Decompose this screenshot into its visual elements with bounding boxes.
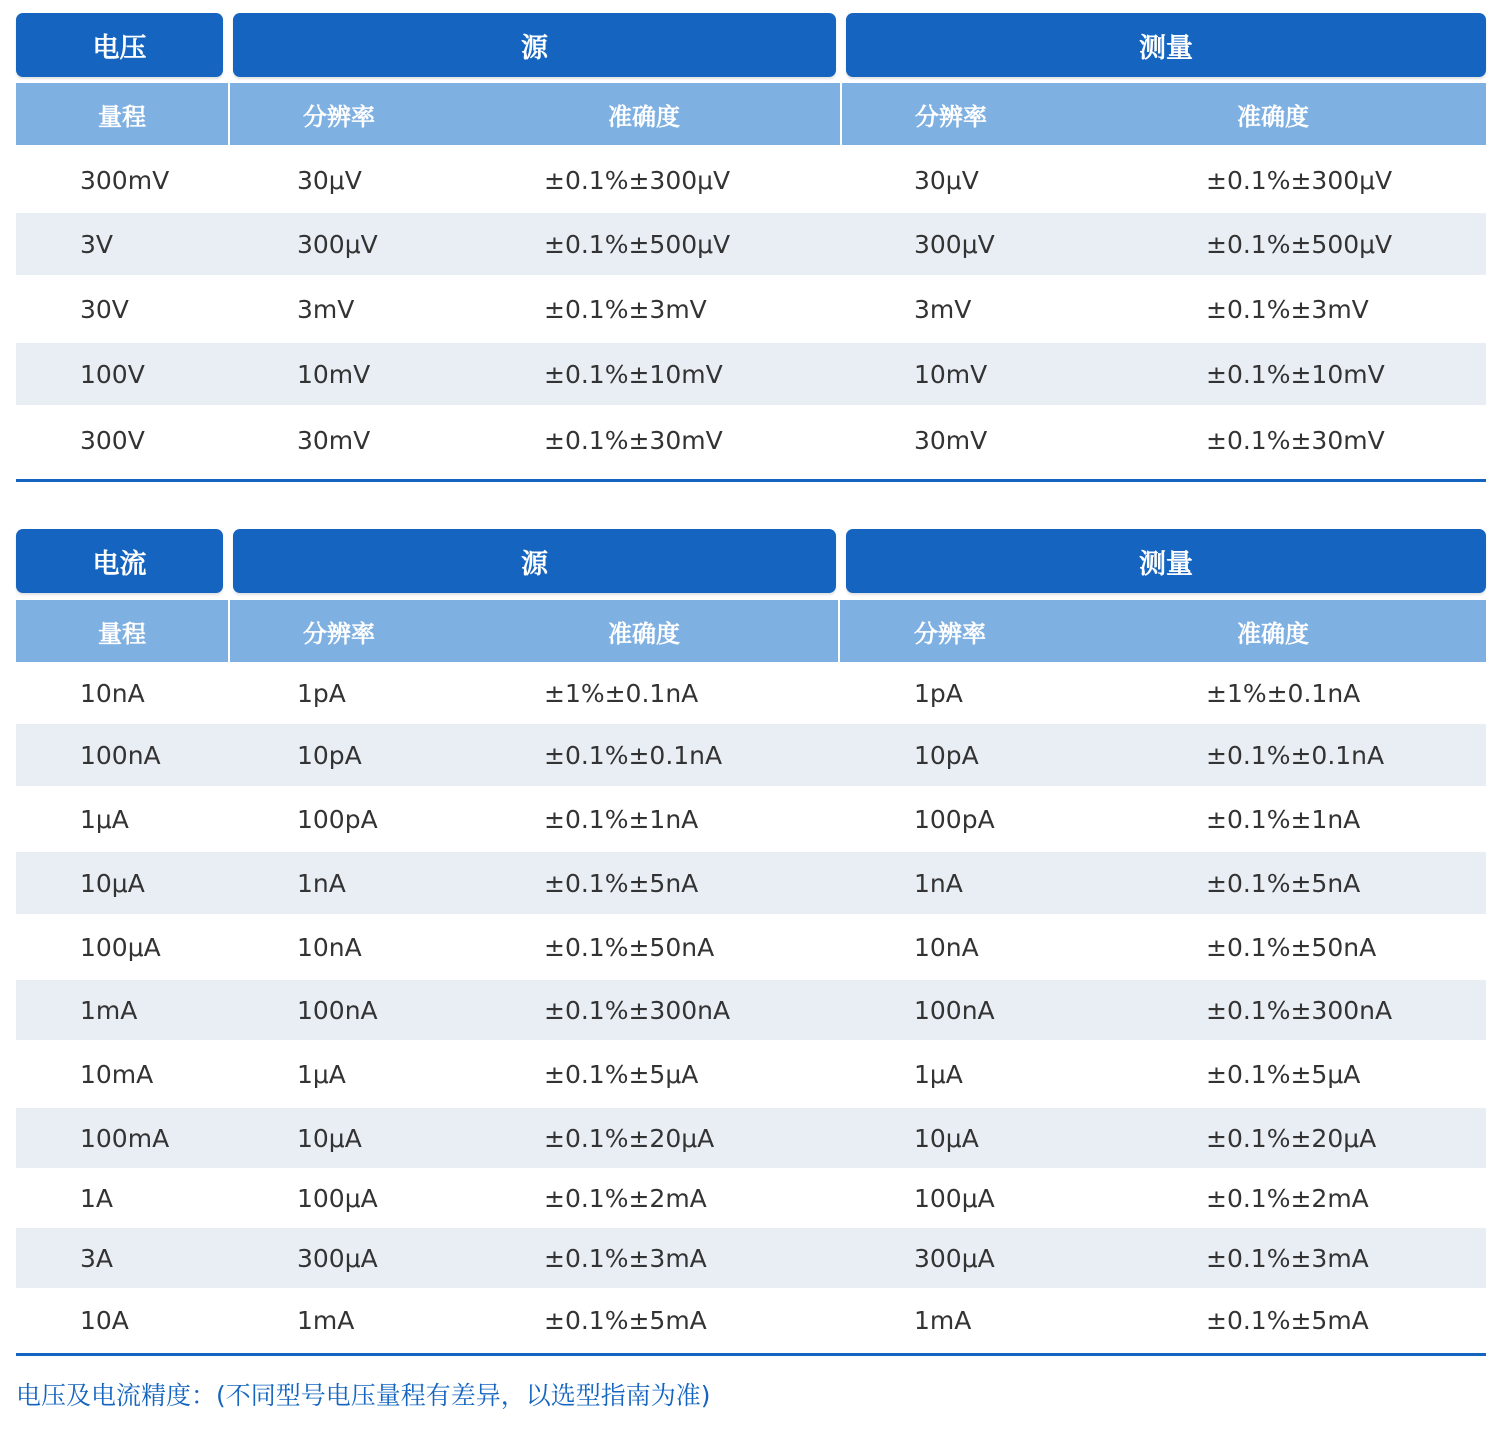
- cell-source-accuracy: ±0.1%±300nA: [544, 995, 731, 1025]
- table-row: [16, 147, 1486, 213]
- cell-source-accuracy: ±0.1%±500μV: [544, 229, 731, 259]
- table-row: [16, 1288, 1486, 1352]
- cell-measure-resolution: 30mV: [914, 425, 988, 455]
- cell-measure-resolution: 1μA: [914, 1059, 963, 1089]
- table-row: [16, 213, 1486, 275]
- current-col-range: 量程: [98, 619, 146, 648]
- cell-measure-accuracy: ±0.1%±1nA: [1206, 804, 1361, 834]
- current-title-header: 电流: [16, 529, 223, 593]
- cell-measure-accuracy: ±0.1%±300nA: [1206, 995, 1393, 1025]
- table-row: [16, 275, 1486, 343]
- voltage-col-source-accuracy: 准确度: [608, 102, 680, 131]
- cell-measure-resolution: 10mV: [914, 359, 988, 389]
- cell-range: 1mA: [80, 995, 138, 1025]
- cell-measure-resolution: 3mV: [914, 294, 972, 324]
- cell-range: 300V: [80, 425, 145, 455]
- voltage-measure-header: 测量: [846, 13, 1486, 77]
- cell-source-resolution: 300μV: [297, 229, 378, 259]
- voltage-col-range: 量程: [98, 102, 146, 131]
- cell-measure-resolution: 10μA: [914, 1123, 979, 1153]
- cell-source-resolution: 1μA: [297, 1059, 346, 1089]
- cell-source-resolution: 3mV: [297, 294, 355, 324]
- cell-source-resolution: 1nA: [297, 868, 346, 898]
- cell-source-resolution: 100nA: [297, 995, 378, 1025]
- table-row: [16, 662, 1486, 724]
- table-row: [16, 914, 1486, 980]
- cell-measure-accuracy: ±0.1%±20μA: [1206, 1123, 1377, 1153]
- cell-source-accuracy: ±0.1%±3mA: [544, 1243, 707, 1273]
- cell-range: 1μA: [80, 804, 129, 834]
- current-col-source-resolution: 分辨率: [303, 619, 375, 648]
- table-row: [16, 1228, 1486, 1288]
- cell-measure-accuracy: ±0.1%±2mA: [1206, 1183, 1369, 1213]
- voltage-col-measure-accuracy: 准确度: [1237, 102, 1309, 131]
- cell-measure-accuracy: ±0.1%±500μV: [1206, 229, 1393, 259]
- cell-measure-accuracy: ±0.1%±0.1nA: [1206, 740, 1385, 770]
- cell-source-resolution: 30μV: [297, 165, 362, 195]
- cell-measure-resolution: 1pA: [914, 678, 963, 708]
- cell-source-resolution: 10nA: [297, 932, 362, 962]
- cell-source-accuracy: ±0.1%±20μA: [544, 1123, 715, 1153]
- cell-source-accuracy: ±0.1%±2mA: [544, 1183, 707, 1213]
- cell-range: 10μA: [80, 868, 145, 898]
- cell-measure-accuracy: ±0.1%±50nA: [1206, 932, 1377, 962]
- cell-source-accuracy: ±0.1%±5nA: [544, 868, 699, 898]
- cell-source-resolution: 100μA: [297, 1183, 378, 1213]
- cell-range: 10mA: [80, 1059, 154, 1089]
- accuracy-footnote: 电压及电流精度：(不同型号电压量程有差异，以选型指南为准): [16, 1381, 711, 1410]
- cell-source-accuracy: ±0.1%±0.1nA: [544, 740, 723, 770]
- cell-measure-accuracy: ±0.1%±300μV: [1206, 165, 1393, 195]
- cell-source-resolution: 10μA: [297, 1123, 362, 1153]
- cell-source-accuracy: ±0.1%±300μV: [544, 165, 731, 195]
- cell-measure-accuracy: ±0.1%±5mA: [1206, 1305, 1369, 1335]
- table-row: [16, 1168, 1486, 1228]
- current-measure-header: 测量: [846, 529, 1486, 593]
- current-table-bottom-rule: [16, 1353, 1486, 1356]
- table-row: [16, 1108, 1486, 1168]
- cell-measure-accuracy: ±0.1%±10mV: [1206, 359, 1385, 389]
- cell-source-accuracy: ±0.1%±10mV: [544, 359, 723, 389]
- table-row: [16, 343, 1486, 405]
- cell-range: 3V: [80, 229, 114, 259]
- cell-source-resolution: 1mA: [297, 1305, 355, 1335]
- current-col-measure-resolution: 分辨率: [914, 619, 986, 648]
- cell-measure-resolution: 10pA: [914, 740, 979, 770]
- voltage-col-source-resolution: 分辨率: [303, 102, 375, 131]
- table-row: [16, 724, 1486, 786]
- voltage-column-header-row: [16, 83, 1486, 145]
- cell-range: 100V: [80, 359, 145, 389]
- cell-source-resolution: 10pA: [297, 740, 362, 770]
- cell-measure-resolution: 1mA: [914, 1305, 972, 1335]
- cell-measure-accuracy: ±0.1%±5nA: [1206, 868, 1361, 898]
- cell-source-resolution: 30mV: [297, 425, 371, 455]
- voltage-table-bottom-rule: [16, 479, 1486, 482]
- cell-range: 100mA: [80, 1123, 170, 1153]
- cell-measure-resolution: 100pA: [914, 804, 995, 834]
- voltage-title-header: 电压: [16, 13, 223, 77]
- cell-range: 3A: [80, 1243, 114, 1273]
- cell-range: 1A: [80, 1183, 114, 1213]
- cell-source-resolution: 300μA: [297, 1243, 378, 1273]
- voltage-source-header: 源: [233, 13, 836, 77]
- voltage-col-measure-resolution: 分辨率: [915, 102, 987, 131]
- current-col-measure-accuracy: 准确度: [1237, 619, 1309, 648]
- cell-measure-resolution: 100nA: [914, 995, 995, 1025]
- table-row: [16, 1040, 1486, 1108]
- cell-range: 10A: [80, 1305, 129, 1335]
- cell-source-resolution: 100pA: [297, 804, 378, 834]
- table-row: [16, 980, 1486, 1040]
- cell-source-accuracy: ±0.1%±30mV: [544, 425, 723, 455]
- cell-measure-resolution: 100μA: [914, 1183, 995, 1213]
- cell-source-accuracy: ±0.1%±1nA: [544, 804, 699, 834]
- cell-measure-resolution: 10nA: [914, 932, 979, 962]
- cell-measure-resolution: 1nA: [914, 868, 963, 898]
- cell-range: 30V: [80, 294, 129, 324]
- cell-source-accuracy: ±0.1%±5μA: [544, 1059, 699, 1089]
- cell-source-accuracy: ±0.1%±5mA: [544, 1305, 707, 1335]
- cell-source-resolution: 1pA: [297, 678, 346, 708]
- cell-range: 100μA: [80, 932, 161, 962]
- table-row: [16, 786, 1486, 852]
- current-source-header: 源: [233, 529, 836, 593]
- cell-source-accuracy: ±1%±0.1nA: [544, 678, 699, 708]
- cell-measure-resolution: 300μA: [914, 1243, 995, 1273]
- table-row: [16, 852, 1486, 914]
- cell-measure-accuracy: ±1%±0.1nA: [1206, 678, 1361, 708]
- cell-range: 300mV: [80, 165, 170, 195]
- cell-source-resolution: 10mV: [297, 359, 371, 389]
- cell-range: 10nA: [80, 678, 145, 708]
- cell-range: 100nA: [80, 740, 161, 770]
- cell-measure-resolution: 30μV: [914, 165, 979, 195]
- table-row: [16, 405, 1486, 475]
- cell-measure-accuracy: ±0.1%±5μA: [1206, 1059, 1361, 1089]
- cell-measure-resolution: 300μV: [914, 229, 995, 259]
- current-col-source-accuracy: 准确度: [608, 619, 680, 648]
- cell-source-accuracy: ±0.1%±50nA: [544, 932, 715, 962]
- cell-measure-accuracy: ±0.1%±3mV: [1206, 294, 1369, 324]
- cell-measure-accuracy: ±0.1%±30mV: [1206, 425, 1385, 455]
- current-column-header-row: [16, 600, 1486, 662]
- cell-source-accuracy: ±0.1%±3mV: [544, 294, 707, 324]
- cell-measure-accuracy: ±0.1%±3mA: [1206, 1243, 1369, 1273]
